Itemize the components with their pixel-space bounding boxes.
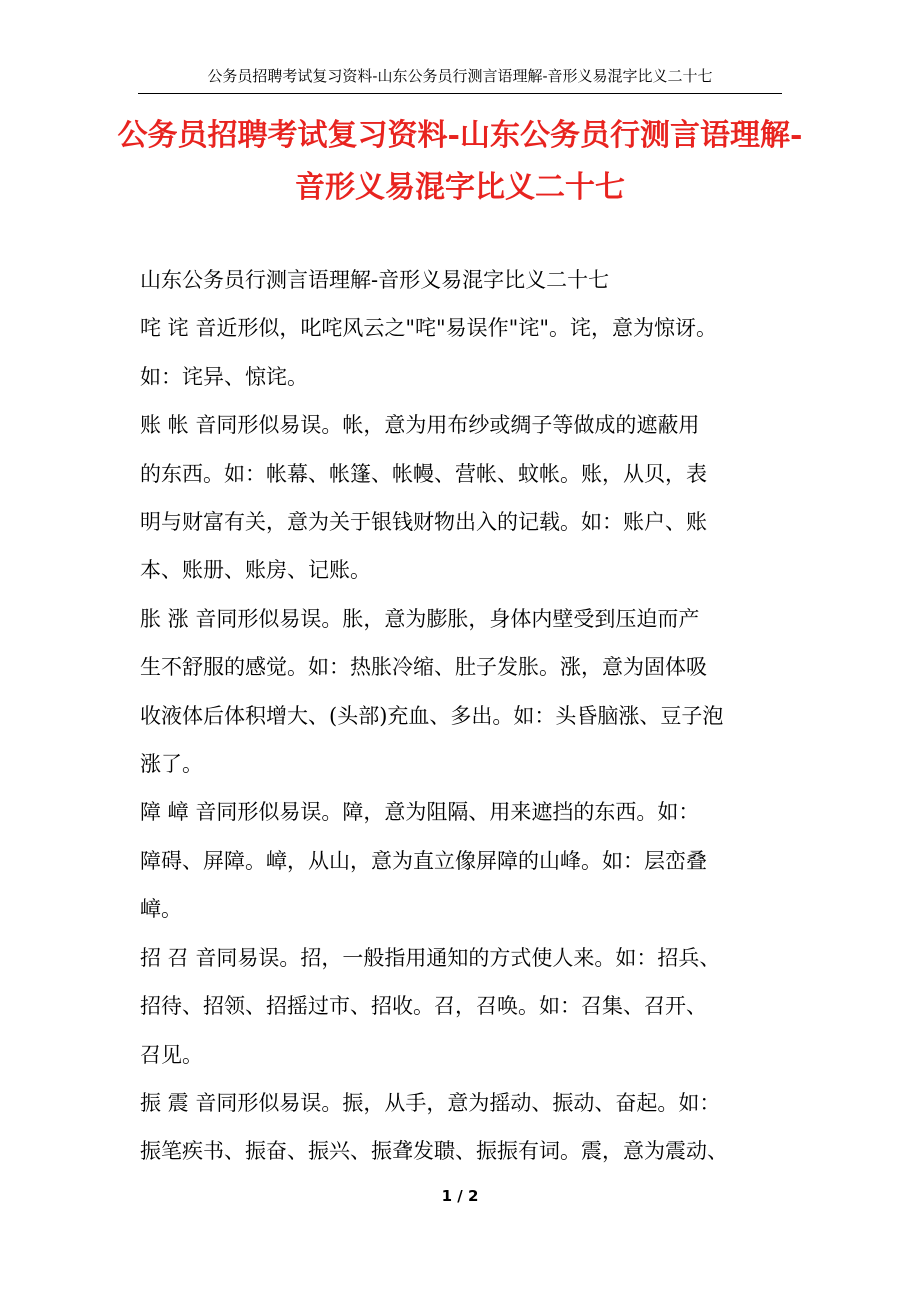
text-line: 山东公务员行测言语理解-音形义易混字比义二十七 [140, 268, 610, 292]
text-line: 召见。 [140, 1042, 203, 1067]
text-line: 如：诧异、惊诧。 [140, 364, 308, 389]
entry-zhang-zhang [140, 401, 785, 595]
header-divider [138, 93, 782, 94]
text-line: 招 召 音同易误。招，一般指用通知的方式使人来。如：招兵、 [140, 945, 721, 970]
text-line: 生不舒服的感觉。如：热胀冷缩、肚子发胀。涨，意为固体吸 [140, 655, 707, 680]
text-line: 嶂。 [140, 897, 182, 922]
text-line: 障 嶂 音同形似易误。障，意为阻隔、用来遮挡的东西。如： [140, 800, 700, 825]
title-line-2: 音形义易混字比义二十七 [295, 170, 625, 205]
document-title [0, 110, 920, 214]
text-line: 咤 诧 音近形似，叱咤风云之"咤"易误作"诧"。诧，意为惊讶。 [140, 316, 717, 341]
text-line: 振 震 音同形似易误。振，从手，意为摇动、振动、奋起。如： [140, 1090, 721, 1115]
text-line: 涨了。 [140, 752, 203, 777]
entry-zha-cha [140, 304, 785, 401]
subtitle-paragraph [140, 256, 785, 304]
entry-zhao-zhao [140, 934, 785, 1079]
text-line: 本、账册、账房、记账。 [140, 558, 371, 583]
text-line: 账 帐 音同形似易误。帐，意为用布纱或绸子等做成的遮蔽用 [140, 413, 700, 438]
entry-zhang-zhang-2 [140, 595, 785, 789]
text-line: 的东西。如：帐幕、帐篷、帐幔、营帐、蚊帐。账，从贝，表 [140, 461, 707, 486]
text-line: 振笔疾书、振奋、振兴、振聋发聩、振振有词。震，意为震动、 [140, 1139, 728, 1164]
text-line: 胀 涨 音同形似易误。胀，意为膨胀，身体内壁受到压迫而产 [140, 606, 700, 631]
text-line: 明与财富有关，意为关于银钱财物出入的记载。如：账户、账 [140, 510, 707, 535]
running-header: 公务员招聘考试复习资料-山东公务员行测言语理解-音形义易混字比义二十七 [207, 67, 713, 85]
page-number: 1 / 2 [441, 1187, 479, 1205]
text-line: 收液体后体积增大、(头部)充血、多出。如：头昏脑涨、豆子泡 [140, 703, 724, 728]
document-body [140, 256, 785, 1176]
text-line: 招待、招领、招摇过市、招收。召，召唤。如：召集、召开、 [140, 994, 707, 1019]
entry-zhen-zhen [140, 1079, 785, 1176]
title-line-1: 公务员招聘考试复习资料-山东公务员行测言语理解- [117, 118, 803, 153]
text-line: 障碍、屏障。嶂，从山，意为直立像屏障的山峰。如：层峦叠 [140, 848, 707, 873]
entry-zhang-zhang-3 [140, 788, 785, 933]
